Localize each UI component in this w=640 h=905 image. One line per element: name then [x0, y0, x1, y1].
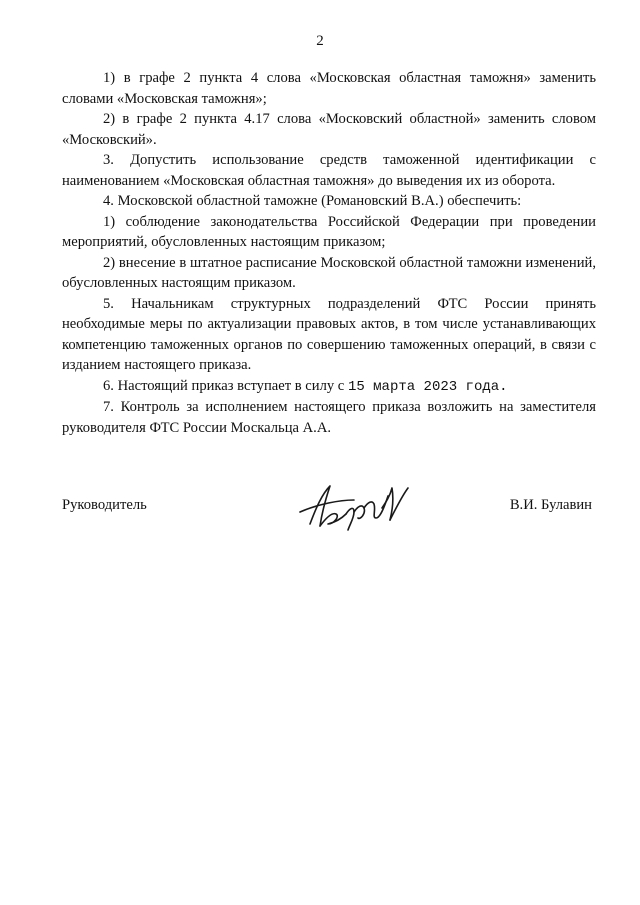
order-body: [62, 68, 596, 438]
handwritten-signature: [296, 478, 414, 534]
paragraph-7: 7. Контроль за исполнением настоящего приказа возложить на заместителя руководителя ФТС России Москальца А.А.: [62, 399, 596, 436]
paragraph-5: 5. Начальникам структурных подразделений ФТС России принять необходимые меры по актуализации правовых актов, в том числе устанавливающих компетенцию таможенных органов по совершению таможенных операций, в связи с изданием настоящего приказа.: [62, 295, 596, 373]
paragraph-3: 3. Допустить использование средств таможенной идентификации с наименованием «Московская областная таможня» до выведения их из оборота.: [62, 152, 596, 189]
paragraph-item-2: 2) в графе 2 пункта 4.17 слова «Московский областной» заменить словом «Московский».: [62, 111, 596, 148]
signatory-name: В.И. Булавин: [509, 497, 592, 513]
paragraph-item-1: 1) в графе 2 пункта 4 слова «Московская областная таможня» заменить словами «Московская таможня»;: [62, 70, 596, 107]
paragraph-6: [62, 376, 596, 398]
paragraph-4-item-2: 2) внесение в штатное расписание Московской областной таможни изменений, обусловленных настоящим приказом.: [62, 254, 596, 291]
signatory-role: Руководитель: [62, 497, 147, 513]
paragraph-4-item-1: 1) соблюдение законодательства Российской Федерации при проведении мероприятий, обусловленных настоящим приказом;: [62, 213, 596, 250]
effective-clause: 6. Настоящий приказ вступает в силу с: [103, 377, 348, 394]
paragraph-4: 4. Московской областной таможне (Романовский В.А.) обеспечить:: [103, 193, 522, 209]
effective-date: 15 марта 2023 года.: [347, 378, 508, 395]
page-number: 2: [316, 33, 324, 49]
